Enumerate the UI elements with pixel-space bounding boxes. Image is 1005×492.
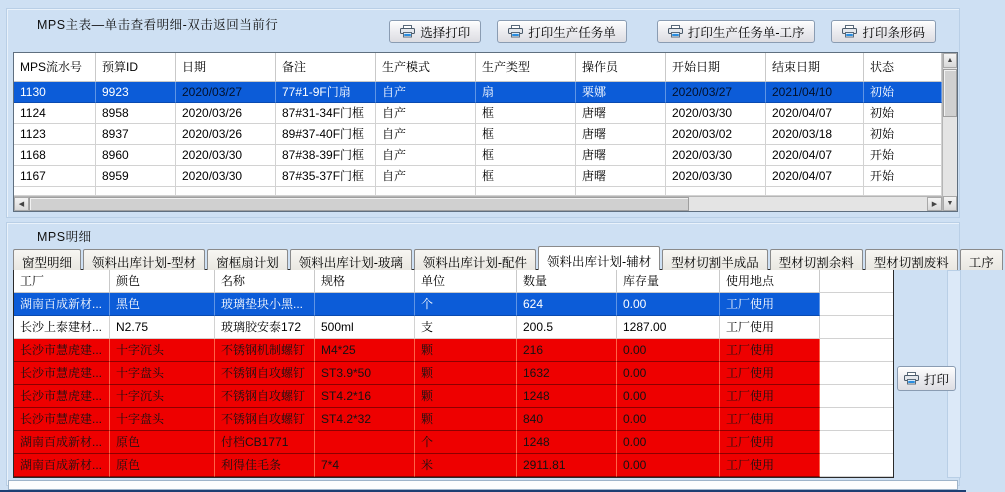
table-cell: 唐曙 bbox=[576, 166, 666, 187]
table-cell: 长沙市慧虎建... bbox=[14, 362, 110, 385]
detail-column-header: 工厂 bbox=[14, 270, 110, 293]
table-cell: 77#1-9F门扇 bbox=[276, 82, 376, 103]
tab-2[interactable]: 窗框扇计划 bbox=[207, 249, 288, 270]
print-production-order-process-button[interactable] bbox=[657, 20, 816, 43]
table-cell: 支 bbox=[415, 316, 517, 339]
table-row[interactable] bbox=[14, 293, 893, 316]
table-cell: 1248 bbox=[517, 385, 617, 408]
table-cell bbox=[14, 187, 96, 196]
table-cell bbox=[176, 187, 276, 196]
master-column-header: 开始日期 bbox=[666, 53, 766, 82]
tab-4[interactable]: 领料出库计划-配件 bbox=[414, 249, 536, 270]
tab-6[interactable]: 型材切割半成品 bbox=[662, 249, 768, 270]
table-cell: 2020/03/30 bbox=[666, 166, 766, 187]
table-cell: 1287.00 bbox=[617, 316, 720, 339]
table-cell: 不锈钢自攻螺钉 bbox=[215, 362, 315, 385]
mps-detail-title: MPS明细 bbox=[37, 230, 92, 244]
print-barcode-button[interactable] bbox=[831, 20, 936, 43]
table-cell: 玻璃胶安泰172 bbox=[215, 316, 315, 339]
table-cell: 2020/04/07 bbox=[766, 103, 864, 124]
table-cell: 利得佳毛条 bbox=[215, 454, 315, 477]
table-cell: 自产 bbox=[376, 82, 476, 103]
table-cell: 工厂使用 bbox=[720, 362, 820, 385]
detail-column-header: 使用地点 bbox=[720, 270, 820, 293]
scroll-up-arrow-icon[interactable]: ▲ bbox=[943, 53, 957, 68]
table-cell: 1123 bbox=[14, 124, 96, 145]
scroll-down-arrow-icon[interactable]: ▼ bbox=[943, 196, 957, 211]
row-filler bbox=[820, 339, 893, 362]
table-row[interactable] bbox=[14, 103, 942, 124]
table-cell: 87#38-39F门框 bbox=[276, 145, 376, 166]
tab-5[interactable]: 领料出库计划-辅材 bbox=[538, 246, 660, 270]
table-cell: 自产 bbox=[376, 166, 476, 187]
table-cell: 原色 bbox=[110, 454, 215, 477]
button-label: 打印生产任务单-工序 bbox=[687, 25, 805, 40]
detail-column-header: 单位 bbox=[415, 270, 517, 293]
tab-7[interactable]: 型材切割余料 bbox=[770, 249, 863, 270]
table-cell: 0.00 bbox=[617, 362, 720, 385]
table-cell bbox=[276, 187, 376, 196]
table-cell: 8958 bbox=[96, 103, 176, 124]
table-cell: 十字沉头 bbox=[110, 339, 215, 362]
table-cell bbox=[376, 187, 476, 196]
table-cell: 湖南百成新材... bbox=[14, 454, 110, 477]
table-cell: 0.00 bbox=[617, 339, 720, 362]
table-row[interactable] bbox=[14, 454, 893, 477]
table-cell: 2020/03/18 bbox=[766, 124, 864, 145]
bottom-horizontal-scrollbar[interactable] bbox=[8, 480, 958, 490]
table-cell: ST4.2*16 bbox=[315, 385, 415, 408]
table-cell: 8960 bbox=[96, 145, 176, 166]
table-cell: 87#31-34F门框 bbox=[276, 103, 376, 124]
detail-column-header: 颜色 bbox=[110, 270, 215, 293]
master-print-toolbar bbox=[373, 20, 936, 43]
table-cell: 颗 bbox=[415, 362, 517, 385]
table-cell: 87#35-37F门框 bbox=[276, 166, 376, 187]
printer-icon bbox=[508, 25, 523, 38]
table-cell: 玻璃垫块小黑... bbox=[215, 293, 315, 316]
row-filler bbox=[820, 408, 893, 431]
detail-column-header: 数量 bbox=[517, 270, 617, 293]
table-cell: 0.00 bbox=[617, 385, 720, 408]
table-cell: 十字盘头 bbox=[110, 408, 215, 431]
table-cell: 十字盘头 bbox=[110, 362, 215, 385]
table-cell bbox=[864, 187, 942, 196]
row-filler bbox=[820, 316, 893, 339]
table-cell: 工厂使用 bbox=[720, 293, 820, 316]
master-column-header: 结束日期 bbox=[766, 53, 864, 82]
table-cell: 米 bbox=[415, 454, 517, 477]
table-cell: 9923 bbox=[96, 82, 176, 103]
table-cell: 湖南百成新材... bbox=[14, 431, 110, 454]
table-cell: 开始 bbox=[864, 166, 942, 187]
table-cell bbox=[315, 293, 415, 316]
table-cell: 2020/03/30 bbox=[176, 145, 276, 166]
table-cell: 2020/03/30 bbox=[666, 145, 766, 166]
table-cell: 唐曙 bbox=[576, 145, 666, 166]
table-cell: 长沙市慧虎建... bbox=[14, 408, 110, 431]
master-column-header: 预算ID bbox=[96, 53, 176, 82]
table-row[interactable] bbox=[14, 316, 893, 339]
horizontal-scroll-track[interactable] bbox=[689, 197, 927, 211]
table-cell: 2021/04/10 bbox=[766, 82, 864, 103]
table-cell: 工厂使用 bbox=[720, 339, 820, 362]
table-cell bbox=[476, 187, 576, 196]
printer-icon bbox=[400, 25, 415, 38]
table-cell: 840 bbox=[517, 408, 617, 431]
table-cell: 1124 bbox=[14, 103, 96, 124]
table-row[interactable] bbox=[14, 408, 893, 431]
table-cell bbox=[96, 187, 176, 196]
table-cell: 框 bbox=[476, 103, 576, 124]
table-cell: 624 bbox=[517, 293, 617, 316]
table-cell: 栗娜 bbox=[576, 82, 666, 103]
table-cell: N2.75 bbox=[110, 316, 215, 339]
master-column-header: 生产类型 bbox=[476, 53, 576, 82]
table-cell: 长沙市慧虎建... bbox=[14, 339, 110, 362]
table-cell: 不锈钢自攻螺钉 bbox=[215, 385, 315, 408]
row-filler bbox=[820, 431, 893, 454]
master-column-header: 备注 bbox=[276, 53, 376, 82]
scroll-left-arrow-icon[interactable]: ◀ bbox=[14, 197, 29, 211]
row-filler bbox=[820, 293, 893, 316]
printer-icon bbox=[842, 25, 857, 38]
master-column-header: 日期 bbox=[176, 53, 276, 82]
table-cell: 十字沉头 bbox=[110, 385, 215, 408]
table-cell: 原色 bbox=[110, 431, 215, 454]
row-filler bbox=[820, 454, 893, 477]
table-cell: 200.5 bbox=[517, 316, 617, 339]
table-cell: 扇 bbox=[476, 82, 576, 103]
tab-1[interactable]: 领料出库计划-型材 bbox=[83, 249, 205, 270]
table-cell: ST3.9*50 bbox=[315, 362, 415, 385]
table-cell: 框 bbox=[476, 124, 576, 145]
table-row[interactable] bbox=[14, 385, 893, 408]
table-cell: 2020/03/30 bbox=[666, 103, 766, 124]
table-cell: 1632 bbox=[517, 362, 617, 385]
table-cell: 长沙上泰建材... bbox=[14, 316, 110, 339]
button-label: 打印条形码 bbox=[862, 25, 925, 40]
table-cell: ST4.2*32 bbox=[315, 408, 415, 431]
button-label: 打印生产任务单 bbox=[528, 25, 616, 40]
table-cell: 8937 bbox=[96, 124, 176, 145]
vertical-scroll-thumb[interactable] bbox=[943, 69, 957, 117]
button-label: 选择打印 bbox=[420, 25, 471, 40]
table-cell: 2020/03/27 bbox=[666, 82, 766, 103]
table-cell: 1248 bbox=[517, 431, 617, 454]
table-cell: 工厂使用 bbox=[720, 408, 820, 431]
table-cell bbox=[666, 187, 766, 196]
table-cell: 个 bbox=[415, 431, 517, 454]
table-cell: 初始 bbox=[864, 82, 942, 103]
detail-tab-bar bbox=[13, 246, 1005, 270]
table-cell: 不锈钢机制螺钉 bbox=[215, 339, 315, 362]
table-cell: 不锈钢自攻螺钉 bbox=[215, 408, 315, 431]
master-column-header: 状态 bbox=[864, 53, 942, 82]
print-production-order-button[interactable] bbox=[497, 20, 627, 43]
select-print-button[interactable] bbox=[389, 20, 481, 43]
table-cell: 框 bbox=[476, 166, 576, 187]
table-cell: 0.00 bbox=[617, 408, 720, 431]
table-cell: 2020/03/27 bbox=[176, 82, 276, 103]
table-cell: M4*25 bbox=[315, 339, 415, 362]
table-cell: 自产 bbox=[376, 124, 476, 145]
tab-8[interactable]: 型材切割废料 bbox=[865, 249, 958, 270]
table-row[interactable] bbox=[14, 431, 893, 454]
table-cell: 工厂使用 bbox=[720, 385, 820, 408]
detail-column-header: 名称 bbox=[215, 270, 315, 293]
mps-detail-grid bbox=[13, 269, 894, 478]
table-cell: 2020/04/07 bbox=[766, 166, 864, 187]
table-cell: 1168 bbox=[14, 145, 96, 166]
table-cell bbox=[766, 187, 864, 196]
table-row[interactable] bbox=[14, 124, 942, 145]
table-cell: 500ml bbox=[315, 316, 415, 339]
table-cell: 2020/04/07 bbox=[766, 145, 864, 166]
master-column-header: MPS流水号 bbox=[14, 53, 96, 82]
table-cell: 1130 bbox=[14, 82, 96, 103]
table-cell: 0.00 bbox=[617, 293, 720, 316]
table-row-partial bbox=[14, 187, 942, 196]
table-cell: 2020/03/26 bbox=[176, 124, 276, 145]
table-cell: 唐曙 bbox=[576, 103, 666, 124]
table-cell bbox=[576, 187, 666, 196]
table-cell: 工厂使用 bbox=[720, 454, 820, 477]
printer-icon bbox=[668, 25, 683, 38]
mps-master-title: MPS主表—单击查看明细-双击返回当前行 bbox=[37, 18, 279, 32]
master-column-header: 生产模式 bbox=[376, 53, 476, 82]
table-cell: 开始 bbox=[864, 145, 942, 166]
master-header-row bbox=[14, 53, 942, 82]
table-cell: 2020/03/30 bbox=[176, 166, 276, 187]
table-cell: 1167 bbox=[14, 166, 96, 187]
table-cell: 个 bbox=[415, 293, 517, 316]
header-filler bbox=[820, 270, 893, 293]
master-horizontal-scrollbar[interactable] bbox=[14, 196, 942, 211]
table-cell: 初始 bbox=[864, 124, 942, 145]
table-cell: 颗 bbox=[415, 408, 517, 431]
table-cell: 初始 bbox=[864, 103, 942, 124]
detail-header-row bbox=[14, 270, 893, 293]
table-cell: 工厂使用 bbox=[720, 431, 820, 454]
table-cell: 湖南百成新材... bbox=[14, 293, 110, 316]
table-cell: 工厂使用 bbox=[720, 316, 820, 339]
table-cell: 8959 bbox=[96, 166, 176, 187]
table-cell: 89#37-40F门框 bbox=[276, 124, 376, 145]
table-cell: 2020/03/02 bbox=[666, 124, 766, 145]
table-cell: 黑色 bbox=[110, 293, 215, 316]
table-cell: 颗 bbox=[415, 385, 517, 408]
table-cell: 长沙市慧虎建... bbox=[14, 385, 110, 408]
tab-0[interactable]: 窗型明细 bbox=[13, 249, 81, 270]
table-cell: 216 bbox=[517, 339, 617, 362]
table-cell: 唐曙 bbox=[576, 124, 666, 145]
table-cell: 0.00 bbox=[617, 431, 720, 454]
master-column-header: 操作员 bbox=[576, 53, 666, 82]
detail-column-header: 规格 bbox=[315, 270, 415, 293]
detail-print-button[interactable] bbox=[897, 366, 956, 391]
table-cell: 框 bbox=[476, 145, 576, 166]
table-row[interactable] bbox=[14, 362, 893, 385]
printer-icon bbox=[904, 372, 919, 385]
table-row[interactable] bbox=[14, 339, 893, 362]
tab-9[interactable]: 工序 bbox=[960, 249, 1003, 270]
table-cell bbox=[315, 431, 415, 454]
table-cell: 付档CB1771 bbox=[215, 431, 315, 454]
scroll-right-arrow-icon[interactable]: ▶ bbox=[927, 197, 942, 211]
table-cell: 0.00 bbox=[617, 454, 720, 477]
table-cell: 2020/03/26 bbox=[176, 103, 276, 124]
table-cell: 自产 bbox=[376, 145, 476, 166]
table-row[interactable] bbox=[14, 166, 942, 187]
table-row[interactable] bbox=[14, 82, 942, 103]
master-vertical-scrollbar[interactable] bbox=[942, 53, 957, 211]
table-cell: 2911.81 bbox=[517, 454, 617, 477]
row-filler bbox=[820, 362, 893, 385]
table-cell: 颗 bbox=[415, 339, 517, 362]
table-cell: 7*4 bbox=[315, 454, 415, 477]
table-row[interactable] bbox=[14, 145, 942, 166]
tab-3[interactable]: 领料出库计划-玻璃 bbox=[290, 249, 412, 270]
row-filler bbox=[820, 385, 893, 408]
button-label: 打印 bbox=[924, 372, 950, 387]
detail-column-header: 库存量 bbox=[617, 270, 720, 293]
horizontal-scroll-thumb[interactable] bbox=[29, 197, 689, 211]
mps-master-grid bbox=[13, 52, 958, 212]
table-cell: 自产 bbox=[376, 103, 476, 124]
